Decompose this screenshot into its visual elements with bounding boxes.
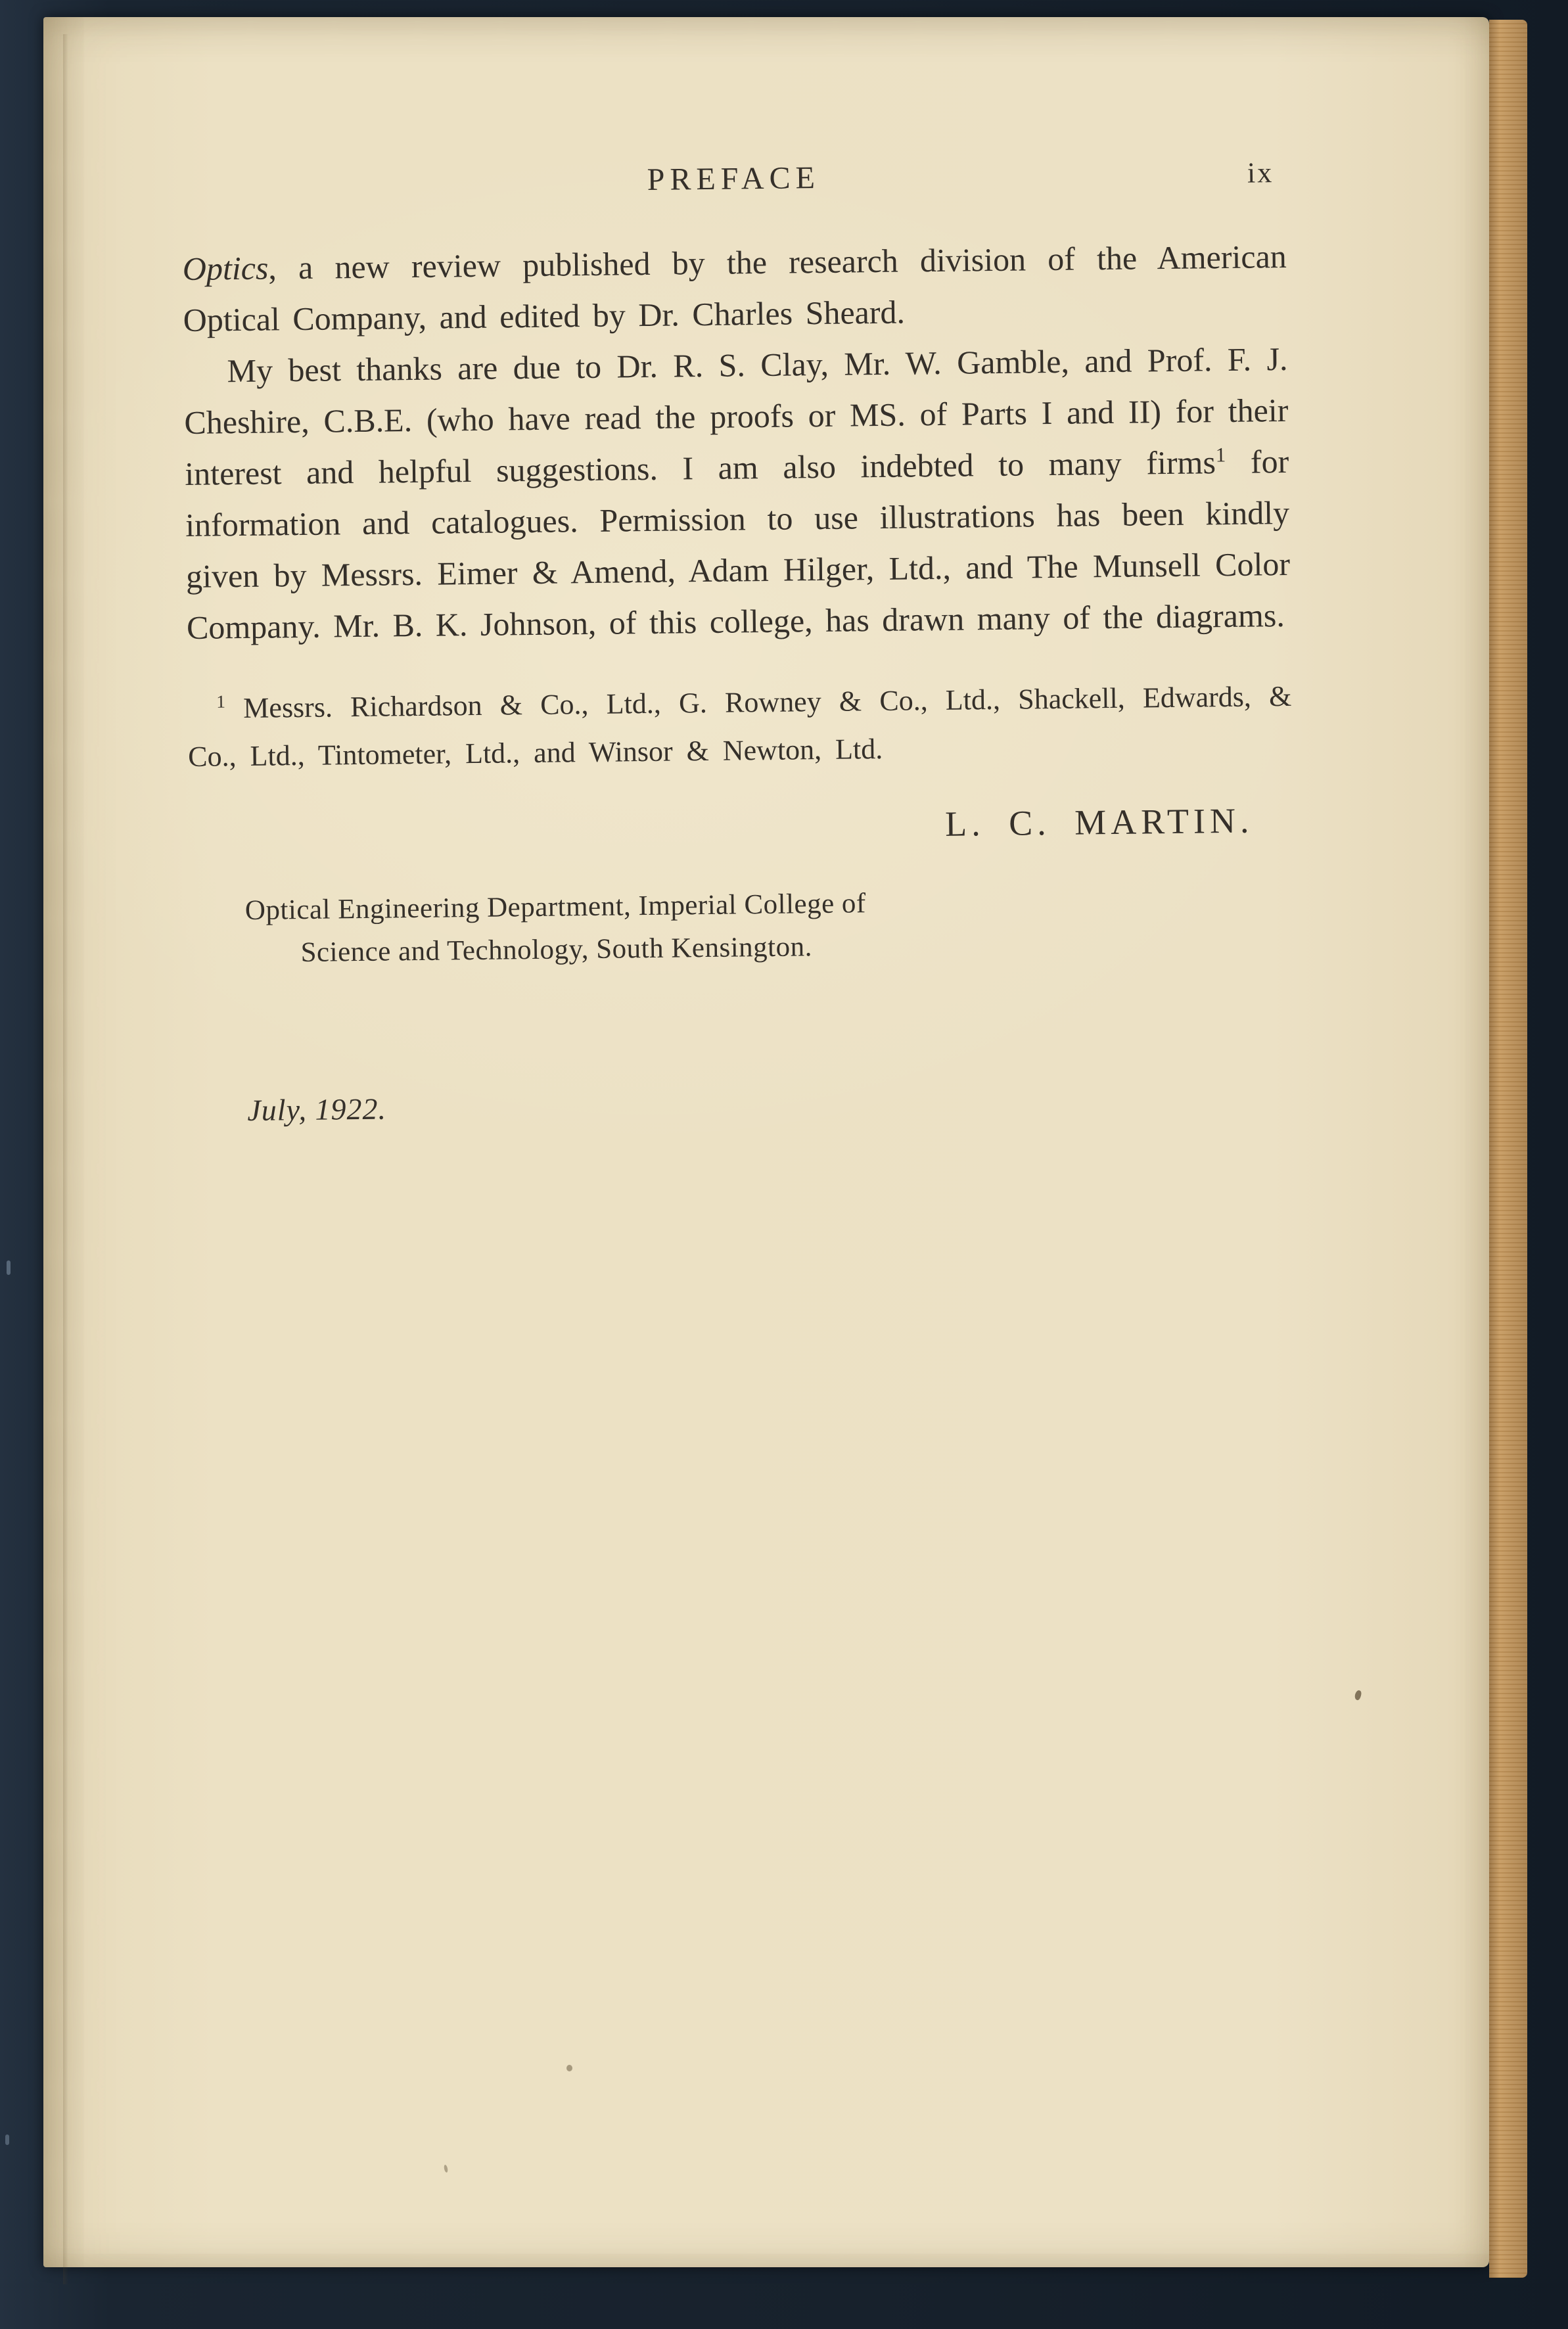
footnote-text: Messrs. Richardson & Co., Ltd., G. Rowney & Co., Ltd., Shackell, Edwards, & Co., Ltd., Tintometer, Ltd., and Winsor & Newton, Ltd. xyxy=(187,680,1292,773)
paragraph-continuation xyxy=(182,231,1287,346)
binding-crease xyxy=(63,34,68,2284)
cover-mark xyxy=(7,1260,11,1275)
italic-word-optics: Optics xyxy=(182,249,269,287)
scan-speck xyxy=(566,2065,572,2071)
paragraph-thanks xyxy=(183,333,1291,653)
affiliation-block xyxy=(245,877,1295,975)
paragraph-continuation-text: , a new review published by the research division of the American Optical Company, and edited by Dr. Charles Sheard. xyxy=(183,237,1287,338)
author-signature: L. C. MARTIN. xyxy=(944,800,1254,844)
page-number: ix xyxy=(1247,156,1274,189)
paper-page xyxy=(43,17,1489,2267)
scan-speck xyxy=(444,2165,448,2173)
scan-speck xyxy=(1354,1690,1362,1701)
page-title: PREFACE xyxy=(647,160,821,197)
paragraph-thanks-text-2: for information and catalogues. Permission to use illustrations has been kindly given by Messrs. Eimer & Amend, Adam Hilger, Ltd., and The Munsell Color Company. Mr. B. K. Johnson, of this college, has drawn many of the diagrams. xyxy=(185,442,1291,646)
paragraph-thanks-text-1: My best thanks are due to Dr. R. S. Clay, Mr. W. Gamble, and Prof. F. J. Cheshire, C.B.E. (who have read the proofs or MS. of Parts I and II) for their interest and helpful suggestions. I am also indebted to many firms xyxy=(184,340,1289,492)
affiliation-line-1: Optical Engineering Department, Imperial College of xyxy=(244,888,866,926)
page-content xyxy=(181,152,1297,1137)
page-edge-stack xyxy=(1489,20,1527,2278)
footnote-ref-marker: 1 xyxy=(1215,443,1226,467)
cover-mark xyxy=(5,2134,9,2145)
footnote xyxy=(187,672,1293,781)
footnote-marker: 1 xyxy=(216,691,226,712)
affiliation-line-2: Science and Technology, South Kensington. xyxy=(300,931,813,969)
date-line: July, 1922. xyxy=(247,1092,387,1127)
page-header xyxy=(181,152,1286,206)
